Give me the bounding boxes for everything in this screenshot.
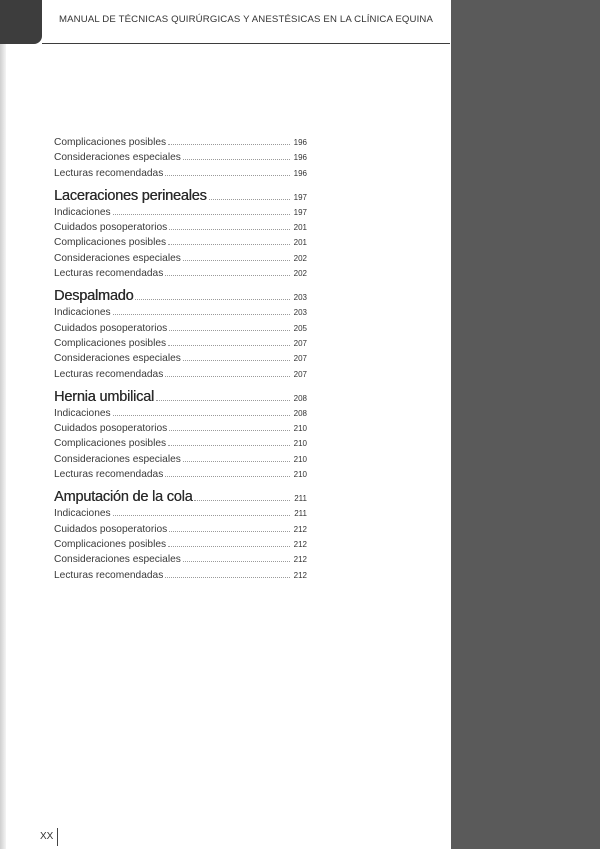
toc-entry-label: Consideraciones especiales — [54, 453, 181, 465]
toc-entry-page: 207 — [293, 354, 307, 364]
toc-entry-label: Complicaciones posibles — [54, 137, 167, 148]
header-corner-tab — [0, 0, 42, 44]
toc-entry — [54, 353, 307, 368]
toc-entry-label: Indicaciones — [54, 307, 111, 319]
toc-entry-label: Lecturas recomendadas — [54, 569, 164, 581]
dot-leader — [169, 430, 290, 431]
toc-entry-label: Consideraciones especiales — [54, 554, 181, 566]
toc-entry — [54, 268, 307, 283]
toc-entry-label: Cuidados posoperatorios — [54, 523, 168, 535]
toc-entry — [54, 524, 307, 539]
dot-leader — [135, 299, 290, 300]
toc-section-title: Hernia umbilical — [54, 388, 154, 405]
toc-entry-label: Consideraciones especiales — [54, 353, 181, 365]
toc-entry-label: Cuidados posoperatorios — [54, 423, 168, 435]
page-edge-band — [451, 0, 600, 849]
toc-section — [54, 288, 307, 383]
toc-entry — [54, 570, 307, 585]
dot-leader — [113, 515, 290, 516]
dot-leader — [113, 314, 290, 315]
dot-leader — [168, 546, 290, 547]
toc-section-heading — [54, 288, 307, 307]
toc-entry-page: 201 — [293, 223, 307, 233]
dot-leader — [183, 461, 290, 462]
toc-section-title: Despalmado — [54, 288, 134, 305]
dot-leader — [183, 561, 290, 562]
toc-entry-label: Indicaciones — [54, 407, 111, 419]
toc-entry-page: 211 — [294, 509, 307, 519]
toc-entry-page: 205 — [293, 323, 307, 333]
toc-entry — [54, 508, 307, 523]
dot-leader — [165, 175, 290, 176]
toc-entry-page: 202 — [293, 253, 307, 263]
dot-leader — [165, 577, 290, 578]
dot-leader — [168, 244, 290, 245]
dot-leader — [169, 330, 290, 331]
toc-entry-page: 212 — [293, 539, 307, 549]
toc-entry-page: 212 — [293, 524, 307, 534]
toc-entry — [54, 323, 307, 338]
toc-entry-page: 210 — [293, 454, 307, 464]
toc-entry — [54, 338, 307, 353]
dot-leader — [209, 199, 290, 200]
toc-entry — [54, 307, 307, 322]
toc-entry-page: 210 — [293, 470, 307, 480]
dot-leader — [168, 445, 290, 446]
toc-entry-label: Cuidados posoperatorios — [54, 322, 168, 334]
dot-leader — [183, 260, 290, 261]
running-header: MANUAL DE TÉCNICAS QUIRÚRGICAS Y ANESTÉSICAS EN LA CLÍNICA EQUINA — [58, 14, 434, 25]
toc-section — [54, 188, 307, 283]
toc-entry-label: Complicaciones posibles — [54, 538, 167, 550]
toc-intro-entries — [54, 137, 307, 183]
toc-entry-page: 207 — [293, 338, 307, 348]
toc-entry-label: Cuidados posoperatorios — [54, 222, 168, 234]
toc-entry-page: 207 — [293, 369, 307, 379]
dot-leader — [113, 214, 290, 215]
dot-leader — [169, 229, 290, 230]
toc-section-page: 208 — [293, 393, 307, 403]
toc-entry — [54, 152, 307, 167]
dot-leader — [113, 415, 290, 416]
toc-entry — [54, 554, 307, 569]
toc-entry-page: 201 — [293, 238, 307, 248]
header-rule — [42, 43, 450, 44]
toc-entry-page: 212 — [293, 570, 307, 580]
toc-entry — [54, 454, 307, 469]
dot-leader — [183, 360, 290, 361]
toc-entry-label: Consideraciones especiales — [54, 252, 181, 264]
dot-leader — [168, 345, 290, 346]
toc-entry-page: 202 — [293, 269, 307, 279]
toc-entry-label: Lecturas recomendadas — [54, 167, 164, 179]
toc-entry-label: Consideraciones especiales — [54, 152, 181, 164]
toc-entry — [54, 253, 307, 268]
toc-section — [54, 489, 307, 584]
toc-entry-page: 197 — [293, 207, 307, 217]
toc-entry-label: Lecturas recomendadas — [54, 469, 164, 481]
toc-section-title: Laceraciones perineales — [54, 187, 207, 204]
toc-entry-label: Complicaciones posibles — [54, 237, 167, 249]
toc-entry-label: Lecturas recomendadas — [54, 368, 164, 380]
toc-entry-page: 196 — [293, 153, 307, 163]
dot-leader — [183, 159, 290, 160]
page-binding-edge — [0, 0, 6, 849]
toc-entry-page: 208 — [293, 408, 307, 418]
toc-entry-label: Lecturas recomendadas — [54, 268, 164, 280]
toc-entry-page: 210 — [293, 439, 307, 449]
dot-leader — [165, 476, 290, 477]
dot-leader — [165, 376, 290, 377]
toc-entry — [54, 207, 307, 222]
toc-section-heading — [54, 188, 307, 207]
table-of-contents — [54, 137, 307, 590]
toc-entry — [54, 222, 307, 237]
toc-entry — [54, 369, 307, 384]
toc-entry-label: Indicaciones — [54, 508, 111, 520]
toc-section-heading — [54, 389, 307, 408]
toc-entry-label: Complicaciones posibles — [54, 438, 167, 450]
toc-entry-label: Indicaciones — [54, 206, 111, 218]
dot-leader — [168, 144, 290, 145]
folio-divider — [57, 828, 58, 846]
toc-entry — [54, 137, 307, 152]
toc-entry — [54, 539, 307, 554]
toc-entry — [54, 469, 307, 484]
toc-section-page: 203 — [293, 293, 307, 303]
dot-leader — [156, 400, 290, 401]
toc-entry — [54, 408, 307, 423]
toc-section-page: 197 — [293, 192, 307, 202]
toc-entry-page: 203 — [293, 308, 307, 318]
toc-section — [54, 389, 307, 484]
toc-entry-label: Complicaciones posibles — [54, 337, 167, 349]
toc-entry-page: 196 — [293, 138, 307, 147]
toc-entry-page: 212 — [293, 555, 307, 565]
toc-entry — [54, 168, 307, 183]
dot-leader — [194, 500, 290, 501]
page-folio: XX — [40, 831, 54, 842]
toc-entry — [54, 423, 307, 438]
toc-entry-page: 196 — [293, 168, 307, 178]
toc-entry-page: 210 — [293, 424, 307, 434]
toc-section-page: 211 — [294, 494, 307, 504]
toc-entry — [54, 237, 307, 252]
dot-leader — [169, 531, 290, 532]
dot-leader — [165, 275, 290, 276]
toc-section-title: Amputación de la cola — [54, 489, 193, 506]
toc-section-heading — [54, 489, 307, 508]
toc-entry — [54, 438, 307, 453]
